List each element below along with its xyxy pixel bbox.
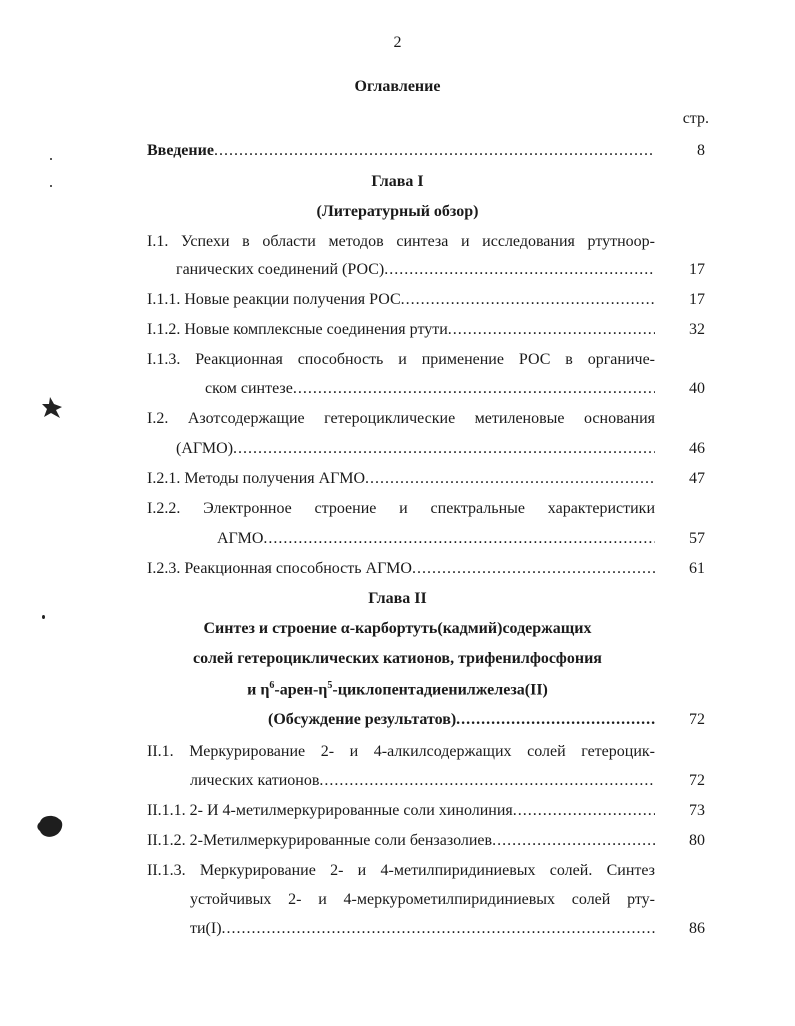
toc-entry-line [147, 470, 655, 488]
toc-label: АГМО [217, 530, 264, 547]
toc-label: II.1.2. 2-Метилмеркурированные соли бензазолиев [147, 832, 493, 849]
toc-label: ском синтезе [205, 380, 293, 397]
toc-page: 17 [689, 291, 705, 308]
toc-entry-line [147, 560, 655, 578]
toc-label: I.1.1. Новые реакции получения РОС [147, 291, 401, 308]
toc-entry-line: I.2.2. Электронное строение и спектральные характеристики [147, 500, 655, 517]
page-column-header: стр. [682, 110, 709, 127]
chapter-title-line [0, 680, 795, 699]
dot-leader [456, 711, 655, 729]
dot-leader [263, 530, 655, 548]
toc-entry-line [190, 920, 655, 938]
toc-label: (Обсуждение результатов) [268, 711, 457, 728]
title-fragment: -циклопентадиенилжелеза(II) [332, 681, 548, 699]
ink-blot-mark [40, 395, 66, 421]
toc-page: 61 [689, 560, 705, 577]
dot-leader [293, 380, 655, 398]
chapter-title-line: Синтез и строение α-карбортуть(кадмий)содержащих [203, 620, 592, 637]
dot-leader [412, 560, 655, 578]
chapter-subheading: (Литературный обзор) [316, 203, 479, 220]
dot-leader [448, 321, 655, 339]
toc-label: II.1.1. 2- И 4-метилмеркурированные соли хинолиния [147, 802, 513, 819]
dot-leader [401, 291, 655, 309]
toc-page: 40 [689, 380, 705, 397]
title-fragment: и η [247, 681, 270, 699]
toc-label: Введение [147, 142, 214, 159]
dot-leader [233, 440, 655, 458]
toc-entry-line [190, 772, 655, 790]
toc-entry-line: I.2. Азотсодержащие гетероциклические метиленовые основания [147, 410, 655, 427]
toc-entry-line: I.1. Успехи в области методов синтеза и исследования ртутноор- [147, 233, 655, 250]
toc-label: ганических соединений (РОС) [176, 261, 385, 278]
toc-page: 47 [689, 470, 705, 487]
toc-entry-line: устойчивых 2- и 4-меркурометилпиридиниевых солей рту- [190, 891, 655, 908]
toc-page: 86 [689, 920, 705, 937]
toc-label: I.2.3. Реакционная способность АГМО [147, 560, 412, 577]
scan-speck [42, 615, 45, 619]
toc-page: 8 [697, 142, 705, 159]
toc-label: I.1.2. Новые комплексные соединения ртути [147, 321, 448, 338]
toc-entry-line [176, 261, 655, 279]
dot-leader [222, 920, 655, 938]
dot-leader [492, 832, 655, 850]
toc-entry-line [217, 530, 655, 548]
toc-entry-line [268, 711, 655, 729]
toc-entry-line [147, 321, 655, 339]
toc-entry-line: II.1. Меркурирование 2- и 4-алкилсодержащих солей гетероцик- [147, 743, 655, 760]
toc-page: 73 [689, 802, 705, 819]
toc-entry-line: II.1.3. Меркурирование 2- и 4-метилпиридиниевых солей. Синтез [147, 862, 655, 879]
scan-speck [50, 185, 52, 187]
toc-entry-line [205, 380, 655, 398]
toc-entry-line [147, 291, 655, 309]
dot-leader [384, 261, 655, 279]
toc-page: 17 [689, 261, 705, 278]
toc-entry-line [147, 802, 655, 820]
title-fragment: -арен-η [274, 681, 328, 699]
toc-page: 72 [689, 772, 705, 789]
toc-entry-line [176, 440, 655, 458]
toc-label: ти(I) [190, 920, 222, 937]
toc-entry-intro [147, 142, 655, 160]
scan-speck [50, 158, 52, 160]
dot-leader [214, 142, 655, 160]
toc-entry-line: I.1.3. Реакционная способность и применение РОС в органиче- [147, 351, 655, 368]
toc-page: 57 [689, 530, 705, 547]
superscript: 5 [327, 680, 333, 691]
toc-page: 32 [689, 321, 705, 338]
superscript: 6 [269, 680, 275, 691]
toc-page: 46 [689, 440, 705, 457]
page-number: 2 [393, 34, 402, 51]
toc-page: 80 [689, 832, 705, 849]
chapter-title-line: солей гетероциклических катионов, трифенилфосфония [193, 650, 602, 667]
toc-page: 72 [689, 711, 705, 728]
toc-entry-line [147, 832, 655, 850]
chapter-heading: Глава I [371, 173, 424, 190]
page-title: Оглавление [354, 78, 441, 95]
toc-label: I.2.1. Методы получения АГМО [147, 470, 365, 487]
toc-label: лических катионов [190, 772, 320, 789]
dot-leader [513, 802, 655, 820]
ink-blot-mark [34, 812, 66, 840]
chapter-heading: Глава II [368, 590, 427, 607]
dot-leader [319, 772, 655, 790]
dot-leader [365, 470, 655, 488]
toc-label: (АГМО) [176, 440, 234, 457]
